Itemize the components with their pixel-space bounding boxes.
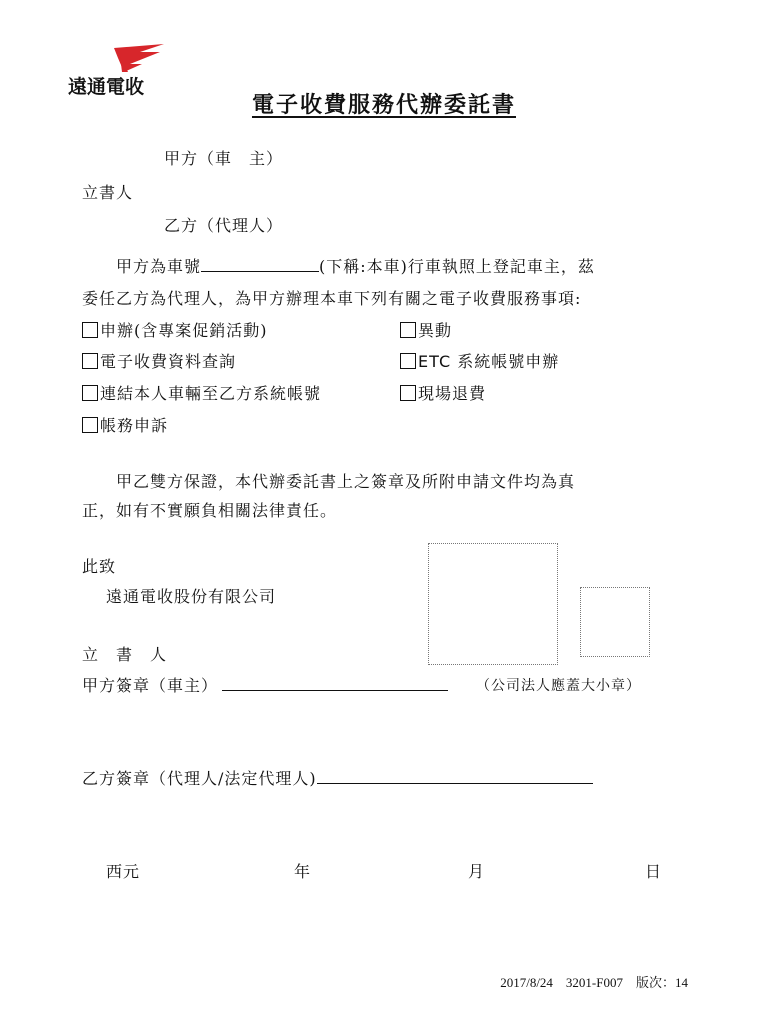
party-a-signature-row: 甲方簽章（車主） — [82, 673, 448, 696]
addressee-company: 遠通電收股份有限公司 — [106, 587, 277, 606]
company-stamp-note: （公司法人應蓋大小章） — [476, 678, 641, 694]
date-day: 日 — [645, 862, 663, 881]
date-year: 年 — [294, 862, 312, 881]
checkbox[interactable] — [82, 417, 98, 433]
addressee-to: 此致 — [82, 557, 117, 576]
form-footer: 2017/8/24 3201-F007 版次：14 — [500, 975, 688, 990]
party-b-signature-line[interactable] — [317, 769, 593, 784]
checkbox[interactable] — [82, 322, 98, 338]
option-application[interactable]: 申辦(含專案促銷活動) — [82, 318, 268, 341]
paragraph-1-line-2: 委任乙方為代理人，為甲方辦理本車下列有關之電子收費服務事項: — [82, 289, 582, 308]
large-stamp-box[interactable] — [428, 543, 558, 665]
logo-text: 遠通電收 — [68, 76, 145, 98]
checkbox[interactable] — [82, 385, 98, 401]
checkbox[interactable] — [400, 353, 416, 369]
option-etc-account[interactable]: ETC 系統帳號申辦 — [400, 349, 559, 372]
party-b-label: 乙方（代理人） — [164, 216, 284, 235]
small-stamp-box[interactable] — [580, 587, 650, 657]
option-link-vehicle[interactable]: 連結本人車輛至乙方系統帳號 — [82, 381, 321, 404]
signer-heading: 立 書 人 — [82, 645, 168, 664]
party-b-signature-row: 乙方簽章（代理人/法定代理人) — [82, 766, 593, 789]
guarantee-line-2: 正，如有不實願負相關法律責任。 — [82, 501, 338, 520]
checkbox[interactable] — [400, 385, 416, 401]
option-onsite-refund[interactable]: 現場退費 — [400, 381, 486, 404]
paragraph-1-line-1: 甲方為車號 (下稱:本車)行車執照上登記車主，茲 — [116, 257, 595, 276]
date-month: 月 — [468, 862, 486, 881]
guarantee-line-1: 甲乙雙方保證，本代辦委託書上之簽章及所附申請文件均為真 — [116, 472, 576, 491]
checkbox[interactable] — [400, 322, 416, 338]
page-title: 電子收費服務代辦委託書 — [251, 92, 516, 118]
option-change[interactable]: 異動 — [400, 318, 452, 341]
option-data-inquiry[interactable]: 電子收費資料查詢 — [82, 349, 236, 372]
date-era: 西元 — [106, 862, 141, 881]
option-billing-appeal[interactable]: 帳務申訴 — [82, 413, 168, 436]
party-a-label: 甲方（車 主） — [164, 149, 284, 168]
signer-label: 立書人 — [82, 183, 134, 202]
checkbox[interactable] — [82, 353, 98, 369]
plate-number-field[interactable] — [201, 257, 319, 272]
party-a-signature-line[interactable] — [222, 676, 448, 691]
